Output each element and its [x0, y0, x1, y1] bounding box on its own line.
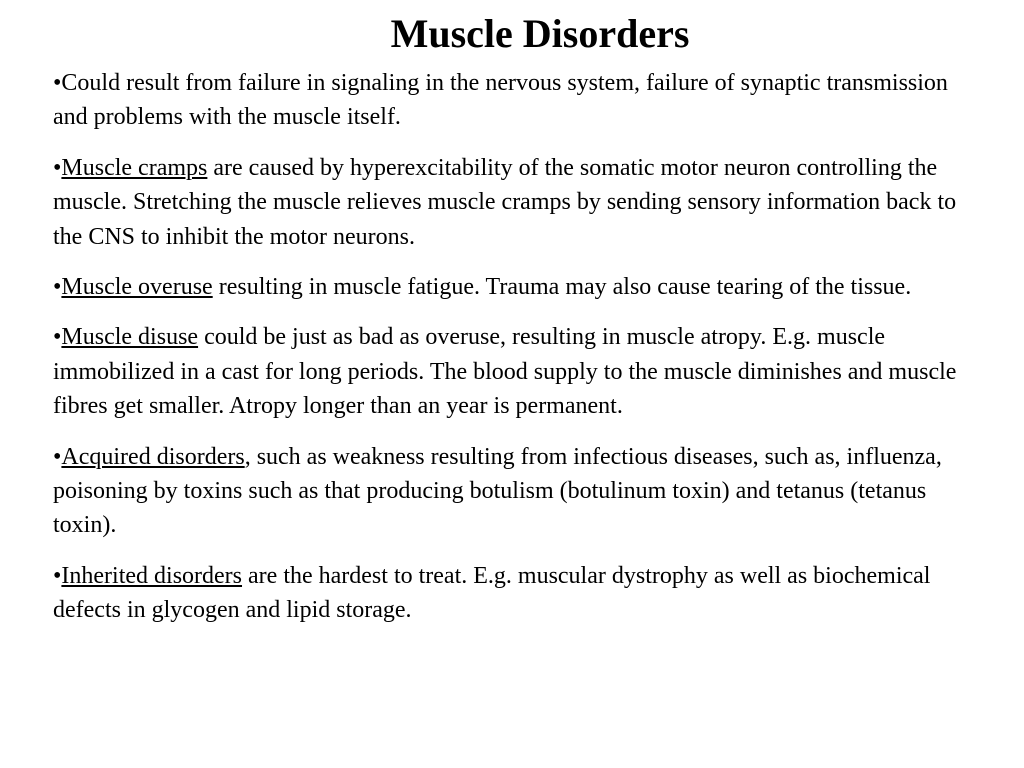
bullet-term: Muscle disuse: [61, 324, 199, 351]
bullet-text: , such as weakness resulting from infectious diseases, such as, influenza, poisoning by toxins such as that producing botulism (botulinum toxin) and tetanus (tetanus toxin).: [53, 443, 942, 539]
bullet-term: Muscle overuse: [61, 274, 213, 301]
bullet-term: Muscle cramps: [61, 154, 208, 181]
bullet-marker: •: [53, 324, 62, 351]
bullet-text: are the hardest to treat. E.g. muscular dystrophy as well as biochemical defects in glycogen and lipid storage.: [53, 562, 931, 624]
bullet-list: [53, 66, 988, 644]
bullet-term: Inherited disorders: [61, 562, 243, 589]
bullet-marker: •: [53, 443, 62, 470]
bullet-item-signaling-failure: [53, 66, 988, 135]
bullet-marker: •: [53, 274, 62, 301]
bullet-marker: •: [53, 562, 62, 589]
bullet-marker: •: [53, 70, 62, 96]
bullet-text: Could result from failure in signaling in the nervous system, failure of synaptic transmission and problems with the muscle itself.: [53, 70, 948, 131]
bullet-item-muscle-cramps: [53, 151, 988, 254]
bullet-item-inherited-disorders: [53, 559, 988, 628]
slide-title: Muscle Disorders: [390, 11, 690, 56]
bullet-item-acquired-disorders: [53, 440, 988, 543]
bullet-item-muscle-overuse: [53, 270, 988, 304]
bullet-marker: •: [53, 154, 62, 181]
bullet-text: are caused by hyperexcitability of the somatic motor neuron controlling the muscle. Stretching the muscle relieves muscle cramps by sending sensory information back to the CNS to inhibit the motor neurons.: [53, 154, 957, 250]
bullet-item-muscle-disuse: [53, 320, 988, 423]
bullet-term: Acquired disorders: [61, 443, 245, 470]
bullet-text: could be just as bad as overuse, resulting in muscle atropy. E.g. muscle immobilized in a cast for long periods. The blood supply to the muscle diminishes and muscle fibres get smaller. Atropy longer than an year is permanent.: [53, 324, 957, 420]
bullet-text: resulting in muscle fatigue. Trauma may also cause tearing of the tissue.: [212, 274, 912, 301]
